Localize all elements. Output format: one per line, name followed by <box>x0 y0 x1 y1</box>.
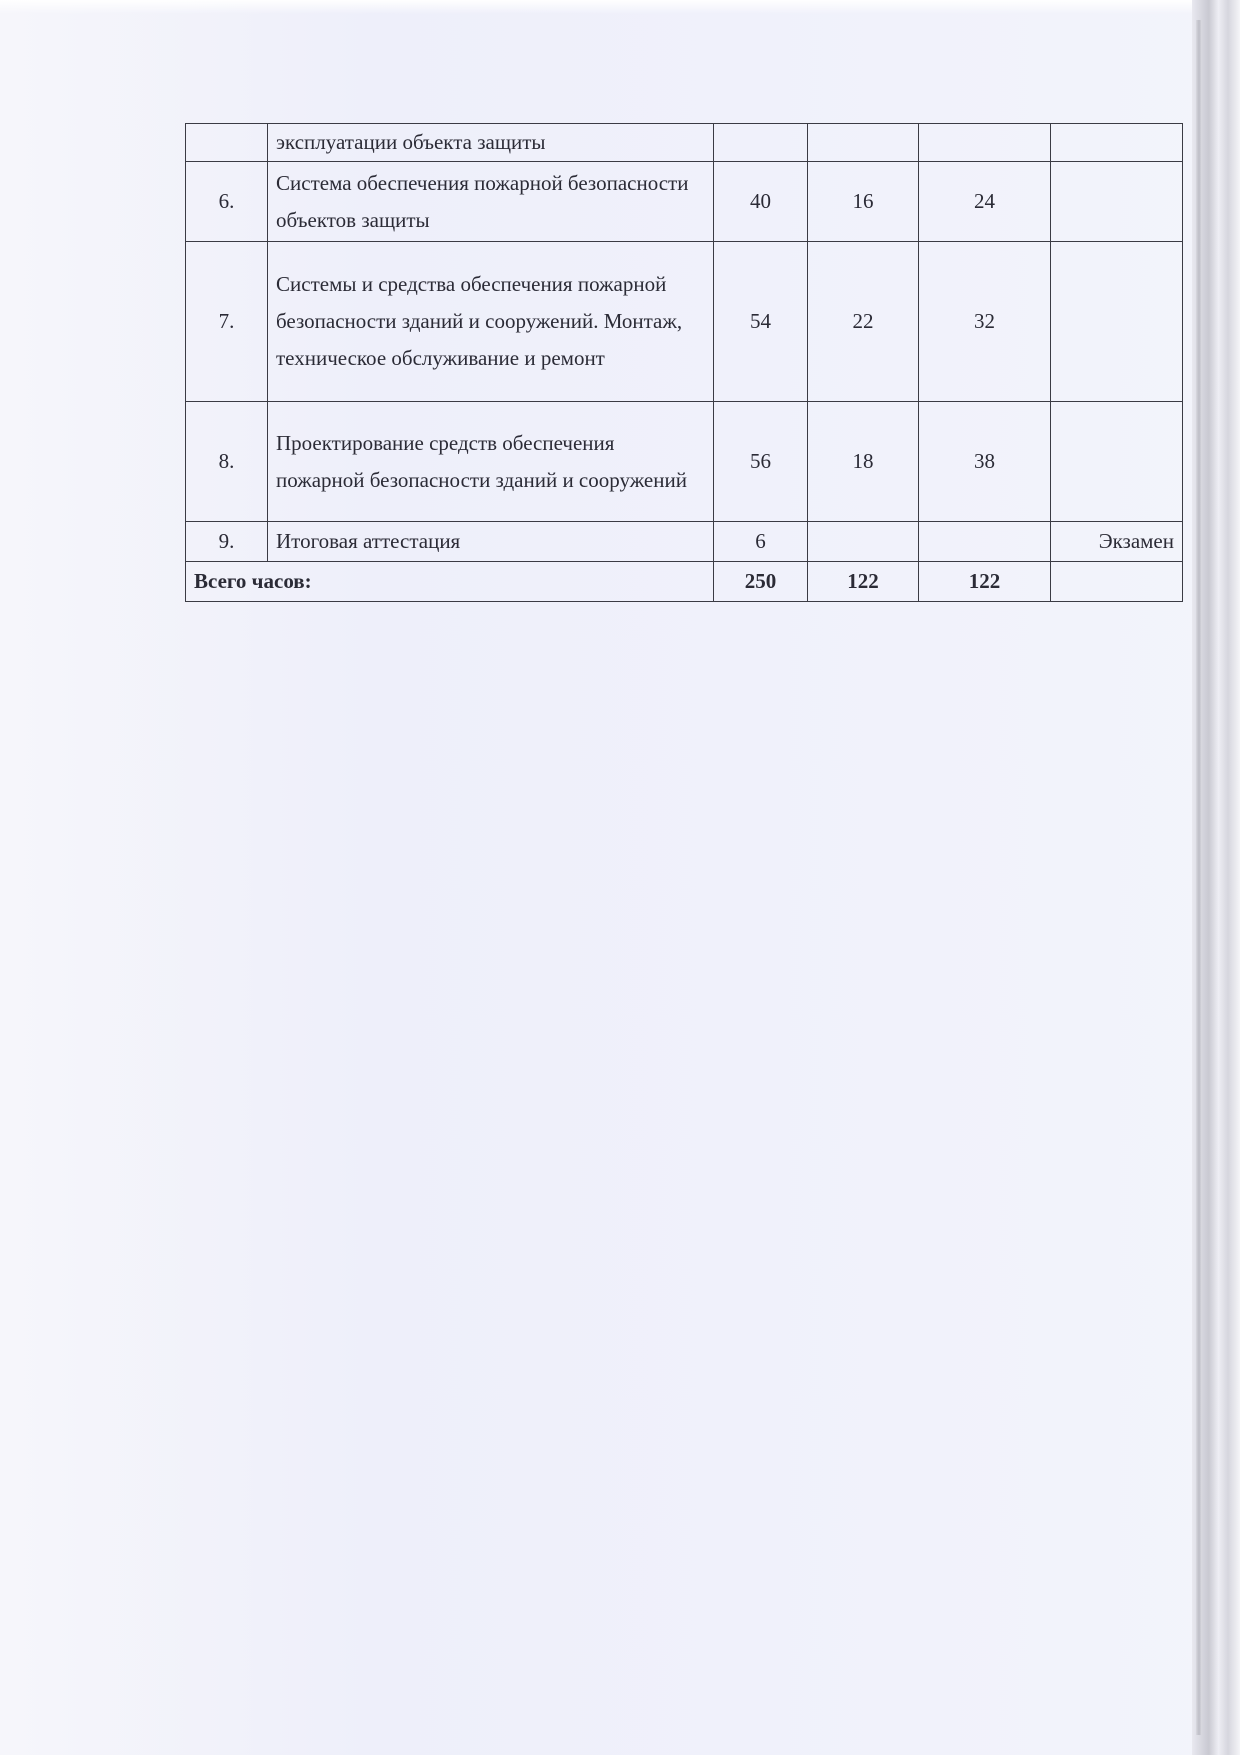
module-name: Проектирование средств обеспечения пожарной безопасности зданий и сооружений <box>268 402 714 522</box>
hours-lectures: 18 <box>808 402 919 522</box>
row-number: 7. <box>186 242 268 402</box>
hours-practice: 38 <box>919 402 1051 522</box>
control-form: Экзамен <box>1051 522 1183 562</box>
row-number <box>186 124 268 162</box>
total-control-form <box>1051 562 1183 602</box>
hours-practice: 32 <box>919 242 1051 402</box>
row-number: 9. <box>186 522 268 562</box>
hours-total <box>714 124 808 162</box>
hours-practice <box>919 522 1051 562</box>
total-practice-value: 122 <box>919 562 1051 602</box>
hours-total: 56 <box>714 402 808 522</box>
hours-lectures: 16 <box>808 162 919 242</box>
control-form <box>1051 162 1183 242</box>
hours-practice <box>919 124 1051 162</box>
table-row <box>186 402 1183 522</box>
module-name: эксплуатации объекта защиты <box>268 124 714 162</box>
scan-edge-line <box>1196 20 1202 1735</box>
hours-total: 40 <box>714 162 808 242</box>
total-hours-value: 250 <box>714 562 808 602</box>
curriculum-table <box>185 123 1183 602</box>
table-row <box>186 124 1183 162</box>
hours-lectures <box>808 124 919 162</box>
total-row <box>186 562 1183 602</box>
control-form <box>1051 124 1183 162</box>
total-lectures-value: 122 <box>808 562 919 602</box>
row-number: 6. <box>186 162 268 242</box>
module-name: Системы и средства обеспечения пожарной безопасности зданий и сооружений. Монтаж, техническое обслуживание и ремонт <box>268 242 714 402</box>
module-name: Система обеспечения пожарной безопасности объектов защиты <box>268 162 714 242</box>
hours-total: 6 <box>714 522 808 562</box>
table-row <box>186 522 1183 562</box>
hours-practice: 24 <box>919 162 1051 242</box>
table-row <box>186 162 1183 242</box>
total-hours-label: Всего часов: <box>186 562 714 602</box>
control-form <box>1051 242 1183 402</box>
control-form <box>1051 402 1183 522</box>
hours-lectures <box>808 522 919 562</box>
hours-lectures: 22 <box>808 242 919 402</box>
table-row <box>186 242 1183 402</box>
hours-total: 54 <box>714 242 808 402</box>
row-number: 8. <box>186 402 268 522</box>
module-name: Итоговая аттестация <box>268 522 714 562</box>
